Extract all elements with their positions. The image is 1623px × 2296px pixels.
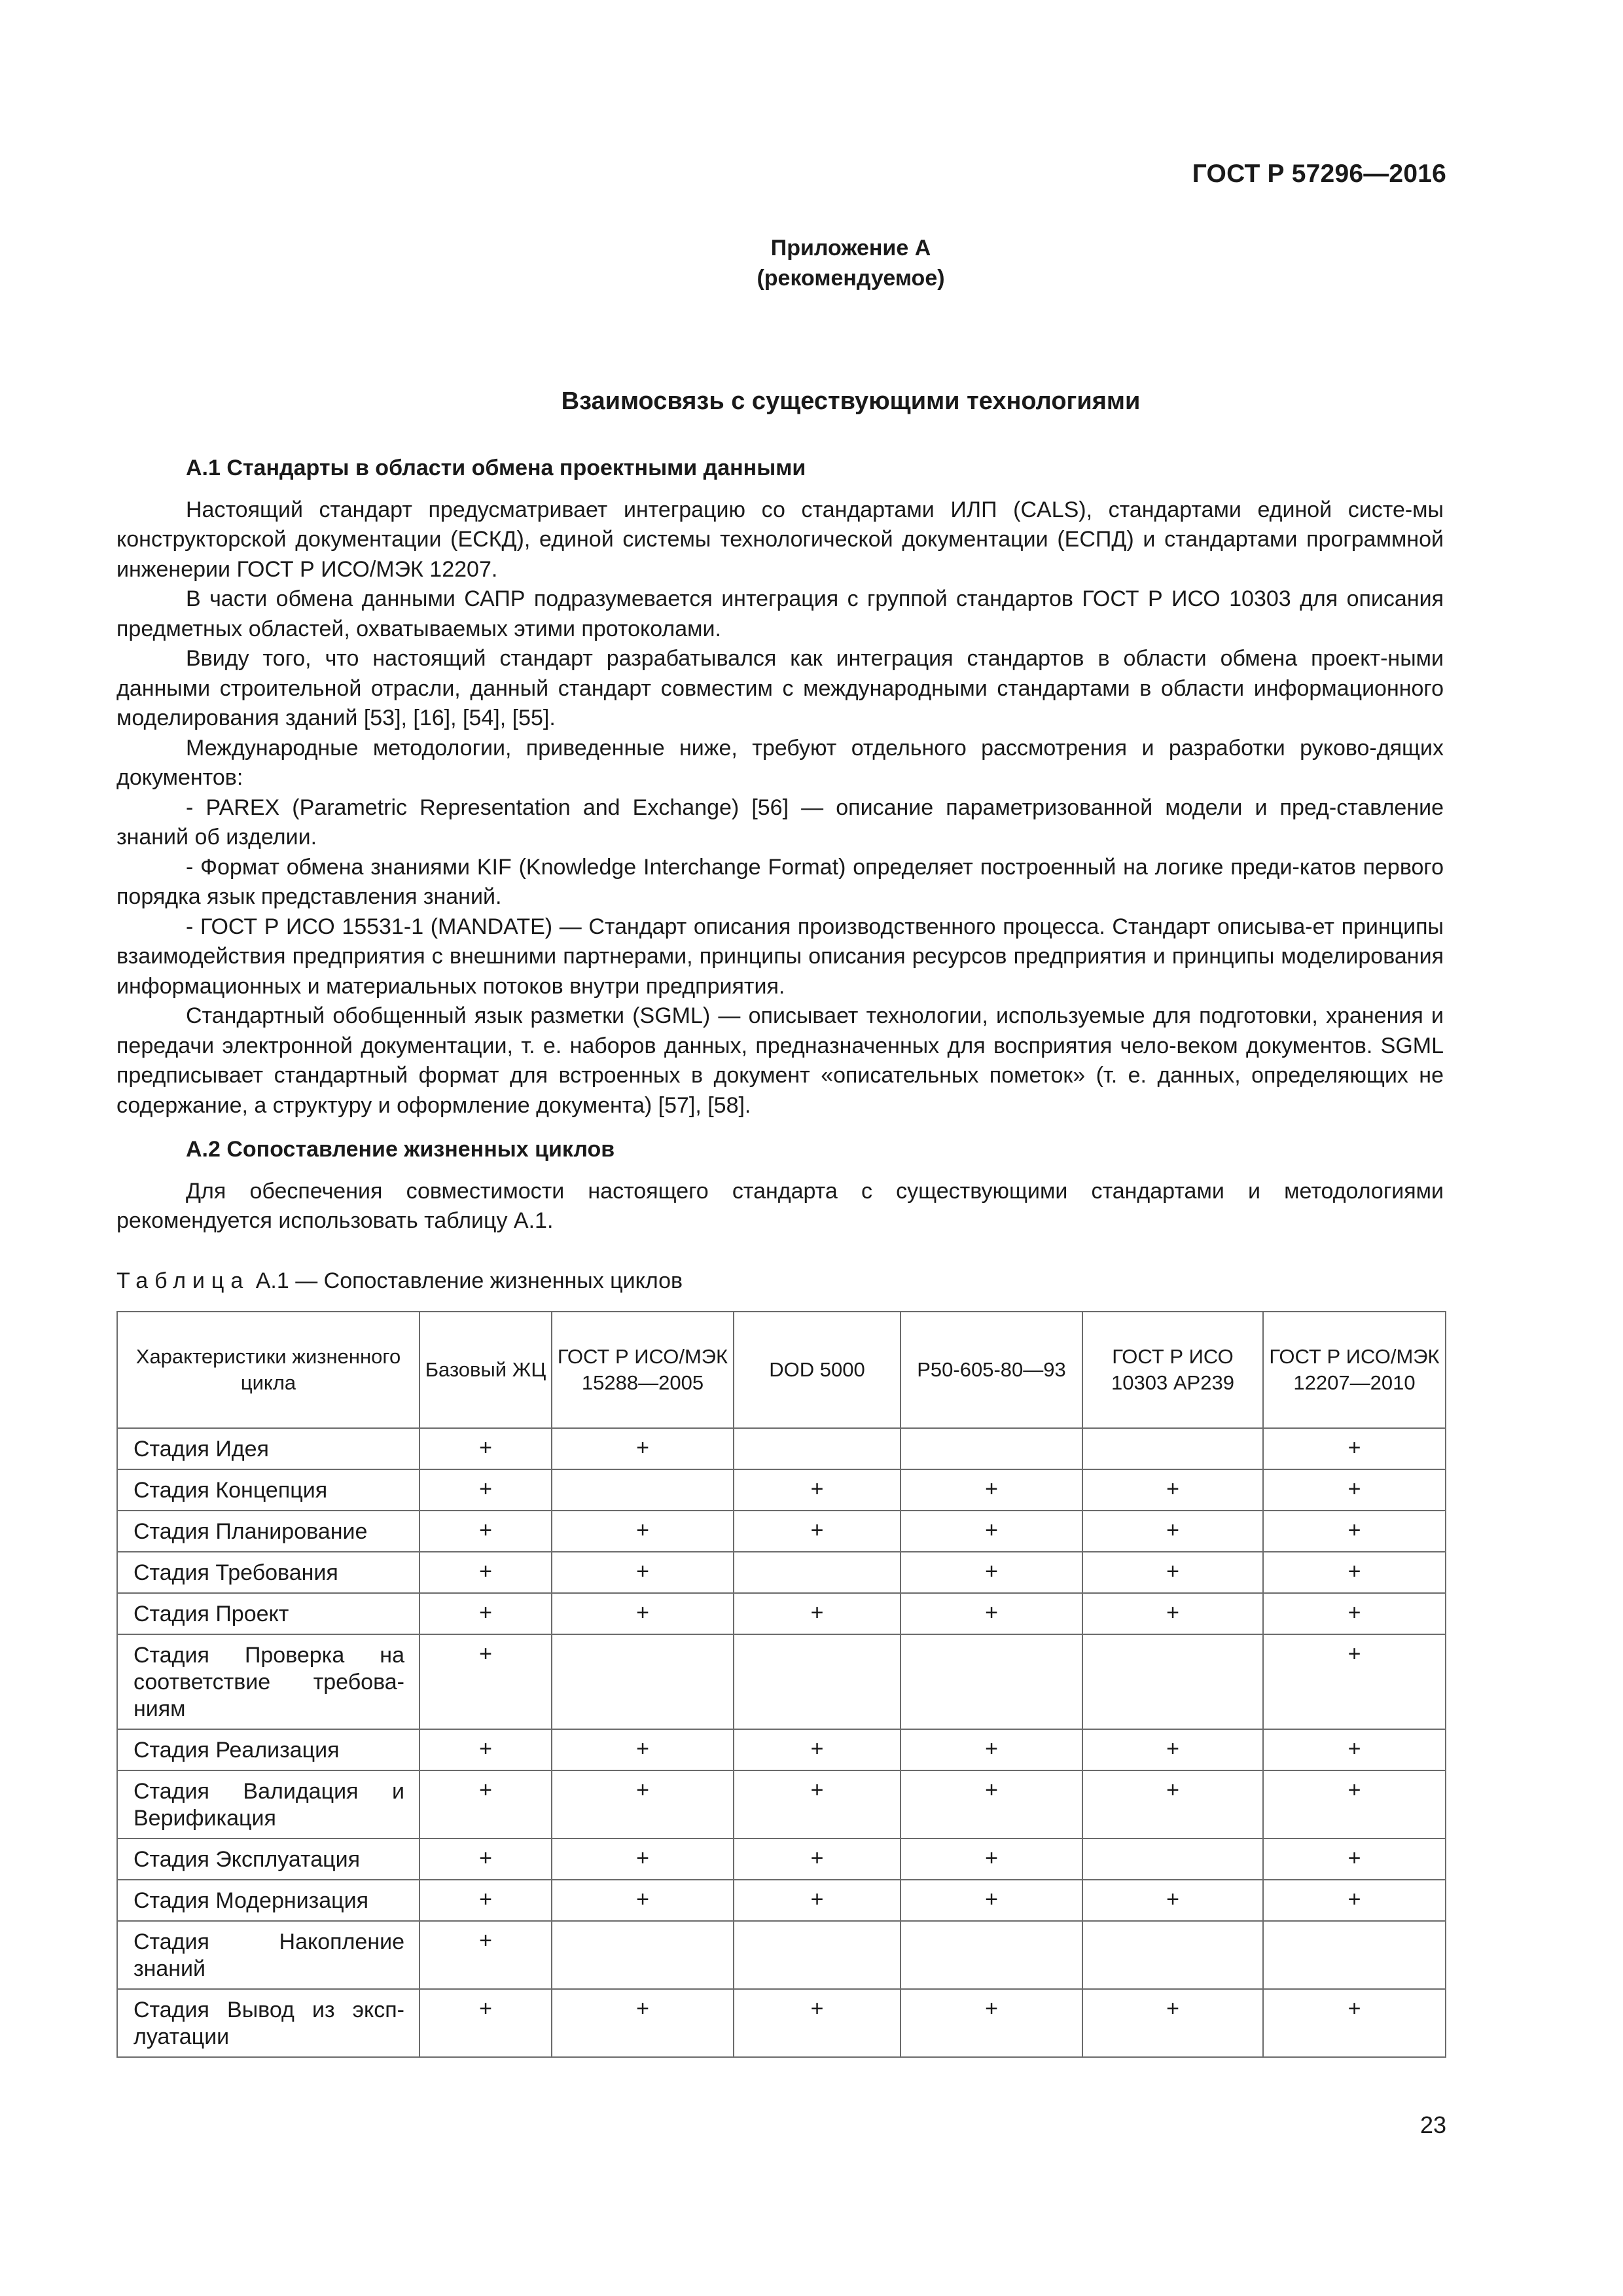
mark-cell: + [1082,1729,1263,1770]
mark-cell [552,1921,734,1989]
table-row [117,1634,1446,1729]
mark-cell: + [552,1428,734,1469]
page-title: Взаимосвязь с существующими технологиями [561,387,1141,415]
stage-name-cell: Стадия Идея [117,1428,419,1469]
table-row [117,1989,1446,2057]
list-item: - ГОСТ Р ИСО 15531-1 (MANDATE) — Стандарт описания производственного процесса. Стандарт описыва-ет принципы взаимодействия предприятия с внешними партнерами, принципы описания ресурсов предприятия и принципы моделирования информационных и материальных потоков внутри предприятия. [116,914,1444,999]
mark-cell: + [419,1469,552,1511]
mark-cell: + [419,1634,552,1729]
mark-cell: + [419,1921,552,1989]
mark-cell: + [552,1880,734,1921]
mark-cell: + [1263,1989,1446,2057]
mark-cell: + [1263,1552,1446,1593]
mark-cell [1082,1428,1263,1469]
mark-cell: + [552,1552,734,1593]
mark-cell: + [552,1839,734,1880]
paragraph: Настоящий стандарт предусматривает интеграцию со стандартами ИЛП (CALS), стандартами единой систе-мы конструкторской документации (ЕСКД), единой системы технологической документации (ЕСПД) и стандартами программной инженерии ГОСТ Р ИСО/МЭК 12207. [116,497,1444,582]
mark-cell: + [1263,1593,1446,1634]
mark-cell [552,1469,734,1511]
section-a1-heading: А.1 Стандарты в области обмена проектными данными [186,456,806,480]
mark-cell: + [1082,1880,1263,1921]
mark-cell: + [1263,1428,1446,1469]
mark-cell: + [901,1511,1082,1552]
table-header-row [117,1312,1446,1428]
mark-cell [734,1634,901,1729]
stage-name-cell: Стадия Валидация и Верификация [117,1770,419,1839]
column-header: ГОСТ Р ИСО/МЭК 15288—2005 [552,1312,734,1428]
table-caption-text: А.1 — Сопоставление жизненных циклов [249,1268,683,1293]
mark-cell: + [552,1593,734,1634]
mark-cell [734,1428,901,1469]
lifecycle-comparison-table [116,1311,1446,2058]
document-code: ГОСТ Р 57296—2016 [1192,160,1446,188]
mark-cell: + [1082,1593,1263,1634]
document-body [116,454,1444,1236]
column-header: Характеристики жизненного цикла [117,1312,419,1428]
stage-name-cell: Стадия Модернизация [117,1880,419,1921]
stage-name-cell: Стадия Эксплуатация [117,1839,419,1880]
mark-cell: + [1263,1634,1446,1729]
stage-name-cell: Стадия Реализация [117,1729,419,1770]
mark-cell: + [1263,1839,1446,1880]
stage-name-cell: Стадия Проект [117,1593,419,1634]
mark-cell: + [901,1552,1082,1593]
appendix-status: (рекомендуемое) [757,266,945,291]
mark-cell: + [1082,1511,1263,1552]
mark-cell: + [552,1989,734,2057]
mark-cell: + [734,1989,901,2057]
mark-cell [901,1428,1082,1469]
mark-cell: + [419,1989,552,2057]
mark-cell: + [419,1729,552,1770]
appendix-title: Приложение А [770,236,931,260]
mark-cell [1082,1634,1263,1729]
mark-cell: + [1263,1511,1446,1552]
table-caption-word: Таблица [116,1268,250,1293]
mark-cell: + [419,1511,552,1552]
list-item: - PAREX (Parametric Representation and Exchange) [56] — описание параметризованной модели и пред-ставление знаний об изделии. [116,795,1444,850]
mark-cell: + [901,1770,1082,1839]
paragraph: В части обмена данными САПР подразумевается интеграция с группой стандартов ГОСТ Р ИСО 10303 для описания предметных областей, охватываемых этими протоколами. [116,586,1444,641]
table-row [117,1729,1446,1770]
stage-name-cell: Стадия Накопление знаний [117,1921,419,1989]
mark-cell [901,1634,1082,1729]
column-header: Базовый ЖЦ [419,1312,552,1428]
column-header: ГОСТ Р ИСО/МЭК 12207—2010 [1263,1312,1446,1428]
table-body [117,1428,1446,2057]
table-row [117,1839,1446,1880]
mark-cell: + [419,1552,552,1593]
table-row [117,1552,1446,1593]
mark-cell: + [734,1511,901,1552]
mark-cell: + [552,1729,734,1770]
mark-cell: + [419,1880,552,1921]
mark-cell [1263,1921,1446,1989]
stage-name-cell: Стадия Требования [117,1552,419,1593]
mark-cell [734,1552,901,1593]
table-caption [116,1268,683,1294]
mark-cell: + [419,1593,552,1634]
column-header: P50-605-80—93 [901,1312,1082,1428]
mark-cell [1082,1921,1263,1989]
mark-cell: + [1263,1880,1446,1921]
mark-cell [734,1921,901,1989]
mark-cell: + [734,1729,901,1770]
mark-cell: + [419,1770,552,1839]
mark-cell: + [734,1593,901,1634]
section-a2-heading: А.2 Сопоставление жизненных циклов [186,1137,615,1162]
mark-cell: + [734,1880,901,1921]
mark-cell: + [1263,1729,1446,1770]
mark-cell: + [1263,1770,1446,1839]
paragraph: Ввиду того, что настоящий стандарт разрабатывался как интеграция стандартов в области обмена проект-ными данными строительной отрасли, данный стандарт совместим с международными стандартами в области информационного моделирования зданий [53], [16], [54], [55]. [116,646,1444,730]
table-row [117,1511,1446,1552]
mark-cell: + [552,1770,734,1839]
mark-cell: + [901,1839,1082,1880]
mark-cell: + [1082,1770,1263,1839]
mark-cell: + [901,1989,1082,2057]
stage-name-cell: Стадия Планирование [117,1511,419,1552]
page-number: 23 [1419,2111,1446,2138]
stage-name-cell: Стадия Вывод из эксп-луатации [117,1989,419,2057]
table-row [117,1469,1446,1511]
paragraph: Стандартный обобщенный язык разметки (SGML) — описывает технологии, используемые для подготовки, хранения и передачи электронной документации, т. е. наборов данных, предназначенных для восприятия чело-веком документов. SGML предписывает стандартный формат для встроенных в документ «описательных пометок» (т. е. данных, определяющих не содержание, а структуру и оформление документа) [57], [58]. [116,1003,1444,1118]
column-header: ГОСТ Р ИСО 10303 AP239 [1082,1312,1263,1428]
mark-cell: + [419,1428,552,1469]
table-row [117,1921,1446,1989]
stage-name-cell: Стадия Концепция [117,1469,419,1511]
mark-cell: + [901,1593,1082,1634]
mark-cell: + [734,1839,901,1880]
paragraph: Международные методологии, приведенные ниже, требуют отдельного рассмотрения и разработки руково-дящих документов: [116,735,1444,790]
mark-cell: + [901,1469,1082,1511]
mark-cell: + [552,1511,734,1552]
appendix-label [0,233,1623,293]
mark-cell [552,1634,734,1729]
mark-cell: + [1082,1989,1263,2057]
table-row [117,1593,1446,1634]
table-row [117,1770,1446,1839]
mark-cell [901,1921,1082,1989]
mark-cell: + [901,1880,1082,1921]
mark-cell: + [1082,1552,1263,1593]
mark-cell: + [1263,1469,1446,1511]
mark-cell [1082,1839,1263,1880]
table-row [117,1880,1446,1921]
column-header: DOD 5000 [734,1312,901,1428]
paragraph: Для обеспечения совместимости настоящего стандарта с существующими стандартами и методологиями рекомендуется использовать таблицу А.1. [116,1178,1444,1233]
mark-cell: + [419,1839,552,1880]
mark-cell: + [734,1770,901,1839]
table-row [117,1428,1446,1469]
list-item: - Формат обмена знаниями KIF (Knowledge Interchange Format) определяет построенный на логике преди-катов первого порядка язык представления знаний. [116,854,1444,909]
stage-name-cell: Стадия Проверка на соответствие требова-ниям [117,1634,419,1729]
mark-cell: + [901,1729,1082,1770]
mark-cell: + [1082,1469,1263,1511]
mark-cell: + [734,1469,901,1511]
